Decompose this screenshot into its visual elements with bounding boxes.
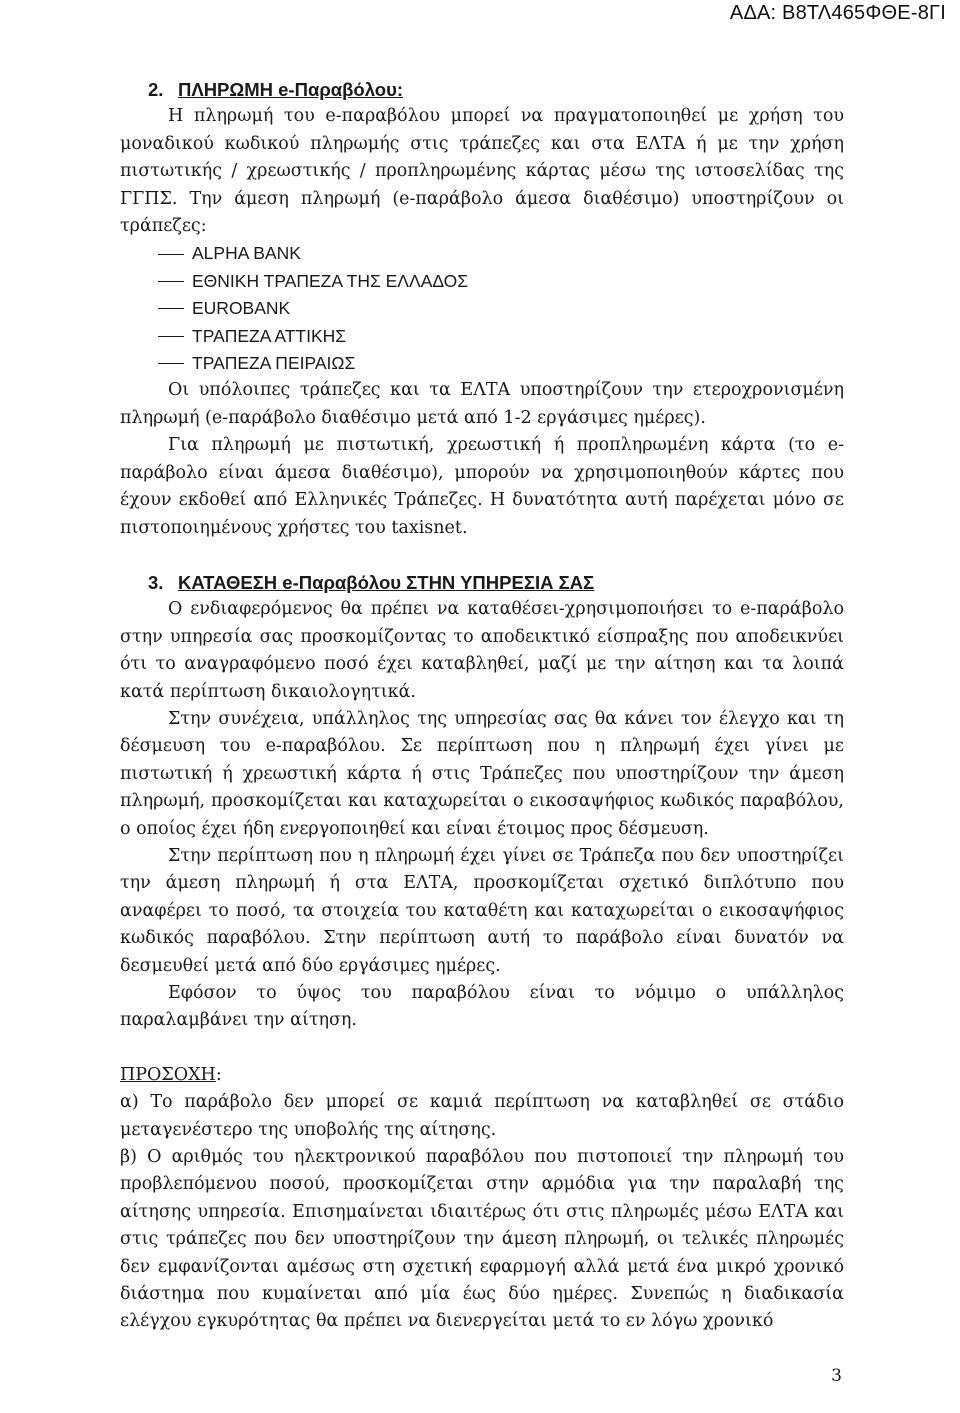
section-3-paragraph-4: Εφόσον το ύψος του παραβόλου είναι το νόμιμο ο υπάλληλος παραλαμβάνει την αίτηση.: [120, 983, 844, 1031]
section-2-paragraph-3: Για πληρωμή με πιστωτική, χρεωστική ή προπληρωμένη κάρτα (το e-παράβολο είναι άμεσα διαθέσιμο), μπορούν να χρησιμοποιηθούν κάρτες που έχουν εκδοθεί από Ελληνικές Τράπεζες. Η δυνατότητα αυτή παρέχεται μόνο σε πιστοποιημένους χρήστες του taxisnet.: [120, 435, 844, 538]
ada-code: ΑΔΑ: Β8ΤΛ465ΦΘΕ-8ΓΙ: [729, 2, 946, 24]
section-2-number: 2.: [148, 79, 164, 100]
section-3-number: 3.: [148, 571, 164, 593]
dash-bullet-icon: [158, 308, 184, 309]
section-2-paragraph-1: Η πληρωμή του e-παραβόλου μπορεί να πραγματοποιηθεί με χρήση του μοναδικού κωδικού πληρωμής στις τράπεζες και στα ΕΛΤΑ ή με την χρήση πιστωτικής / χρεωστικής / προπληρωμένης κάρτας μέσω της ιστοσελίδας της ΓΓΠΣ. Την άμεση πληρωμή (e-παράβολο άμεσα διαθέσιμο) υποστηρίζουν οι τράπεζες:: [120, 106, 844, 237]
note-colon: :: [215, 1064, 222, 1085]
dash-bullet-icon: [158, 363, 184, 364]
note-item-b: β) Ο αριθμός του ηλεκτρονικού παραβόλου που πιστοποιεί την πληρωμή του προβλεπόμενου ποσού, προσκομίζεται στην αρμόδια για την παραλαβή της αίτησης υπηρεσία. Επισημαίνεται ιδιαιτέρως ότι στις πληρωμές μέσω ΕΛΤΑ και στις τράπεζες που δεν υποστηρίζουν την άμεση πληρωμή, οι τελικές πληρωμές δεν εμφανίζονται αμέσως στη σχετική εφαρμογή αλλά μετά ένα μικρό χρονικό διάστημα που κυμαίνεται από μία έως δύο ημέρες. Συνεπώς η διαδικασία ελέγχου εγκυρότητας θα πρέπει να διενεργείται μετά το εν λόγω χρονικό: [120, 1147, 844, 1332]
bank-name: ΤΡΑΠΕΖΑ ΑΤΤΙΚΗΣ: [192, 325, 347, 346]
section-3-heading: [120, 569, 844, 596]
bank-list-item: [158, 240, 844, 267]
section-3-paragraph-2: Στην συνέχεια, υπάλληλος της υπηρεσίας σας θα κάνει τον έλεγχο και τη δέσμευση του e-παραβόλου. Σε περίπτωση που η πληρωμή έχει γίνει με πιστωτική ή χρεωστική κάρτα ή στις Τράπεζες που υποστηρίζουν την άμεση πληρωμή, προσκομίζεται και καταχωρείται ο εικοσαψήφιος κωδικός παραβόλου, ο οποίος έχει ήδη ενεργοποιηθεί και είναι έτοιμος προς δέσμευση.: [120, 708, 844, 839]
note-heading: [120, 1062, 844, 1089]
spacer: [120, 1035, 844, 1062]
section-2-title: ΠΛΗΡΩΜΗ e-Παραβόλου:: [178, 79, 404, 100]
bank-list-item: [158, 350, 844, 377]
bank-name: ΤΡΑΠΕΖΑ ΠΕΙΡΑΙΩΣ: [192, 353, 356, 374]
dash-bullet-icon: [158, 281, 184, 282]
section-3-title: ΚΑΤΑΘΕΣΗ e-Παραβόλου ΣΤΗΝ ΥΠΗΡΕΣΙΑ ΣΑΣ: [178, 571, 595, 593]
bank-name: ΕΘΝΙΚΗ ΤΡΑΠΕΖΑ ΤΗΣ ΕΛΛΑΔΟΣ: [192, 270, 469, 291]
page-number: 3: [831, 1366, 842, 1386]
dash-bullet-icon: [158, 254, 184, 255]
bank-list-item: [158, 295, 844, 322]
bank-name: EUROBANK: [192, 298, 291, 319]
note-title: ΠΡΟΣΟΧΗ: [120, 1064, 216, 1085]
section-2-paragraph-2: Οι υπόλοιπες τράπεζες και τα ΕΛΤΑ υποστηρίζουν την ετεροχρονισμένη πληρωμή (e-παράβολο διαθέσιμο μετά από 1-2 εργάσιμες ημέρες).: [120, 380, 844, 428]
section-2-heading: [120, 76, 844, 103]
note-item-a: α) Το παράβολο δεν μπορεί σε καμιά περίπτωση να καταβληθεί σε στάδιο μεταγενέστερο της υποβολής της αίτησης.: [120, 1092, 844, 1140]
document-body: [120, 76, 844, 1336]
section-3-paragraph-3: Στην περίπτωση που η πληρωμή έχει γίνει σε Τράπεζα που δεν υποστηρίζει την άμεση πληρωμή ή στα ΕΛΤΑ, προσκομίζεται σχετικό διπλότυπο που αναφέρει το ποσό, τα στοιχεία του καταθέτη και καταχωρείται ο εικοσαψήφιος κωδικός παραβόλου. Στην περίπτωση αυτή το παράβολο είναι δυνατόν να δεσμευθεί μετά από δύο εργάσιμες ημέρες.: [120, 845, 844, 976]
dash-bullet-icon: [158, 336, 184, 337]
spacer: [120, 542, 844, 569]
bank-name: ALPHA BANK: [192, 243, 301, 264]
bank-list-item: [158, 268, 844, 295]
bank-list: [120, 240, 844, 377]
section-3-paragraph-1: Ο ενδιαφερόμενος θα πρέπει να καταθέσει-χρησιμοποιήσει το e-παράβολο στην υπηρεσία σας προσκομίζοντας το αποδεικτικό είσπραξης που αποδεικνύει ότι το αναγραφόμενο ποσό έχει καταβληθεί, μαζί με την αίτηση και τα λοιπά κατά περίπτωση δικαιολογητικά.: [120, 599, 844, 702]
bank-list-item: [158, 323, 844, 350]
